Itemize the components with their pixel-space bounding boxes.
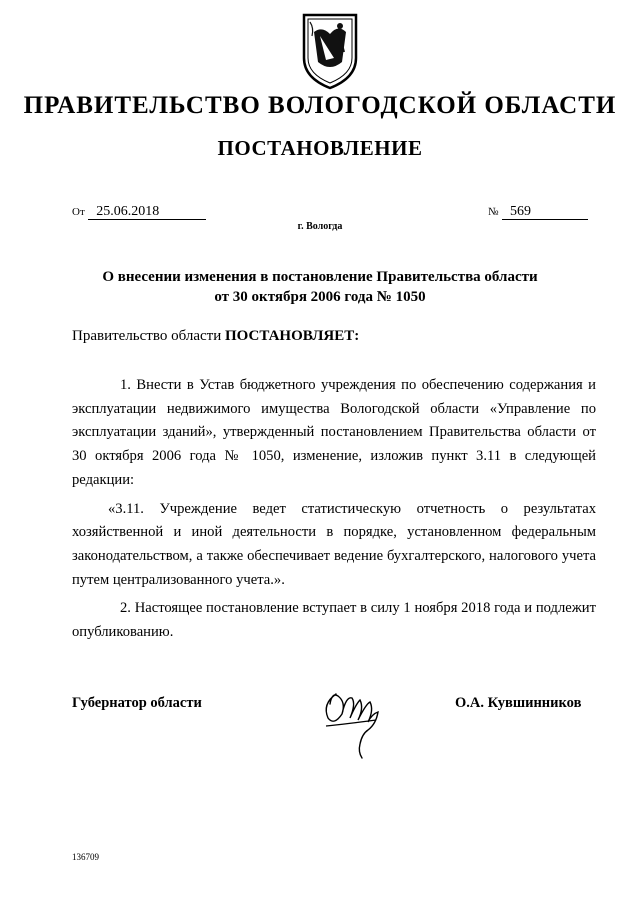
signatory-position: Губернатор области — [72, 695, 202, 711]
document-body — [72, 374, 596, 650]
document-number — [488, 204, 588, 220]
document-subject — [0, 267, 640, 307]
government-title: ПРАВИТЕЛЬСТВО ВОЛОГОДСКОЙ ОБЛАСТИ — [23, 92, 617, 119]
number-value: 569 — [502, 204, 588, 220]
resolution-statement — [72, 328, 359, 345]
subject-line-1: О внесении изменения в постановление Правительства области — [102, 269, 538, 285]
paragraph-1: 1. Внести в Устав бюджетного учреждения по обеспечению содержания и эксплуатации недвижимого имущества Вологодской области «Управление по эксплуатации зданий», утвержденный постановлением Правительства области от 30 октября 2006 года № 1050, изменение, изложив пункт 3.11 в следующей редакции: — [72, 377, 596, 488]
document-code: 136709 — [72, 852, 99, 862]
date-value: 25.06.2018 — [88, 204, 206, 220]
coat-of-arms-icon — [300, 12, 360, 90]
date-label: От — [72, 206, 85, 218]
resolution-prefix: Правительство области — [72, 328, 225, 344]
city: г. Вологда — [297, 221, 343, 232]
handwritten-signature — [316, 674, 388, 760]
number-label: № — [488, 206, 499, 218]
subject-line-2: от 30 октября 2006 года № 1050 — [214, 289, 426, 305]
document-type: ПОСТАНОВЛЕНИЕ — [217, 136, 423, 160]
paragraph-2: 2. Настоящее постановление вступает в силу 1 ноября 2018 года и подлежит опубликованию. — [72, 600, 596, 641]
paragraph-quote: «3.11. Учреждение ведет статистическую отчетность о результатах хозяйственной и иной деятельности в порядке, установленном федеральным законодательством, а также обеспечивает ведение бухгалтерского, налогового учета путем централизованного учета.». — [72, 500, 596, 588]
resolution-keyword: ПОСТАНОВЛЯЕТ: — [224, 328, 360, 344]
signatory-name: О.А. Кувшинников — [455, 695, 582, 711]
document-date — [72, 204, 206, 220]
